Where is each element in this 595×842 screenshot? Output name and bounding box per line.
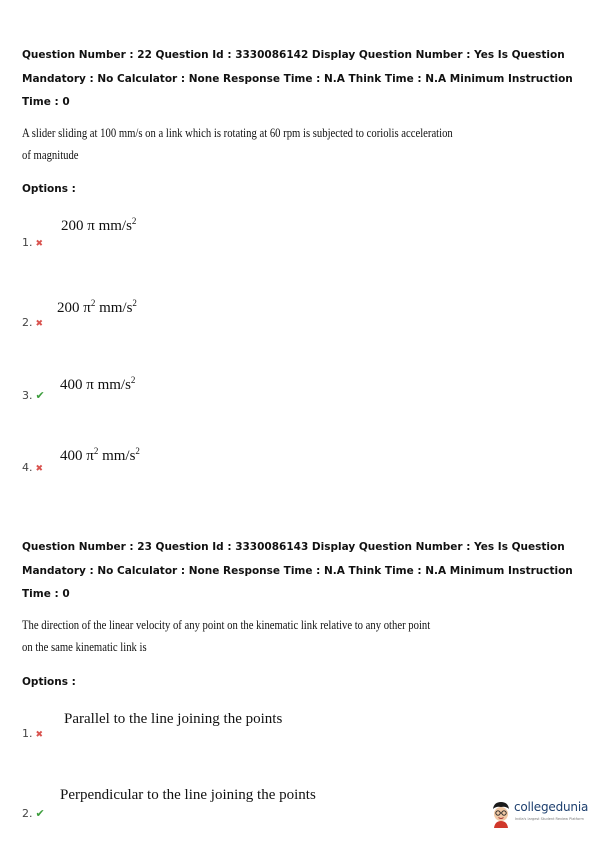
option-1-text — [61, 216, 136, 235]
superscript: 2 — [131, 216, 137, 226]
option-value-tail: mm/s — [98, 448, 136, 464]
collegedunia-logo — [490, 798, 590, 832]
option-number: 2. — [22, 316, 33, 329]
question-text-line: on the same kinematic link is — [22, 639, 147, 654]
option-number: 1. — [22, 236, 33, 249]
option-value: 400 π — [60, 448, 94, 464]
options-label: Options : — [22, 676, 76, 688]
option-2-number — [22, 807, 45, 820]
option-4-number — [22, 461, 43, 474]
superscript: 2 — [135, 446, 140, 456]
question-23-text — [22, 614, 465, 658]
option-3-number — [22, 389, 45, 402]
meta-line: Question Number : 22 Question Id : 3330086142 Display Question Number : Yes Is Question — [22, 49, 565, 61]
option-1-number — [22, 236, 43, 249]
question-23-meta — [22, 536, 582, 607]
option-2-text — [57, 298, 137, 317]
meta-line: Time : 0 — [22, 588, 70, 600]
option-number: 3. — [22, 389, 33, 402]
superscript: 2 — [93, 446, 99, 456]
option-2-number — [22, 316, 43, 329]
option-value: 400 π mm/s — [60, 377, 131, 393]
option-1-text: Parallel to the line joining the points — [64, 711, 283, 727]
student-mascot-icon — [490, 800, 512, 828]
question-text-line: The direction of the linear velocity of any point on the kinematic link relative to any other point — [22, 617, 431, 632]
correct-check-icon: ✔ — [35, 807, 45, 820]
incorrect-icon: ✖ — [35, 239, 44, 249]
option-value-tail: mm/s — [95, 300, 133, 316]
correct-check-icon: ✔ — [35, 389, 45, 402]
incorrect-icon: ✖ — [35, 464, 44, 474]
option-3-text — [60, 375, 135, 394]
question-22-meta — [22, 44, 582, 115]
superscript: 2 — [130, 375, 136, 385]
superscript: 2 — [132, 298, 137, 308]
question-22-text — [22, 122, 465, 166]
option-number: 1. — [22, 727, 33, 740]
question-text-line: A slider sliding at 100 mm/s on a link which is rotating at 60 rpm is subjected to coriolis acceleration — [22, 125, 453, 140]
meta-line: Mandatory : No Calculator : None Response Time : N.A Think Time : N.A Minimum Instruction — [22, 72, 573, 85]
incorrect-icon: ✖ — [35, 730, 44, 740]
option-value: 200 π — [57, 300, 91, 316]
option-1-number — [22, 727, 43, 740]
logo-tagline: India's largest Student Review Platform — [515, 817, 584, 821]
incorrect-icon: ✖ — [35, 319, 44, 329]
options-label: Options : — [22, 183, 76, 195]
logo-wordmark: collegedunia — [514, 800, 589, 814]
meta-line: Time : 0 — [22, 96, 70, 108]
option-4-text — [60, 446, 140, 465]
superscript: 2 — [90, 298, 96, 308]
option-value: 200 π mm/s — [61, 218, 132, 234]
meta-line: Question Number : 23 Question Id : 3330086143 Display Question Number : Yes Is Question — [22, 541, 565, 553]
question-text-line: of magnitude — [22, 147, 79, 162]
option-2-text: Perpendicular to the line joining the points — [60, 787, 316, 803]
option-number: 4. — [22, 461, 33, 474]
meta-line: Mandatory : No Calculator : None Response Time : N.A Think Time : N.A Minimum Instruction — [22, 564, 573, 577]
option-number: 2. — [22, 807, 33, 820]
